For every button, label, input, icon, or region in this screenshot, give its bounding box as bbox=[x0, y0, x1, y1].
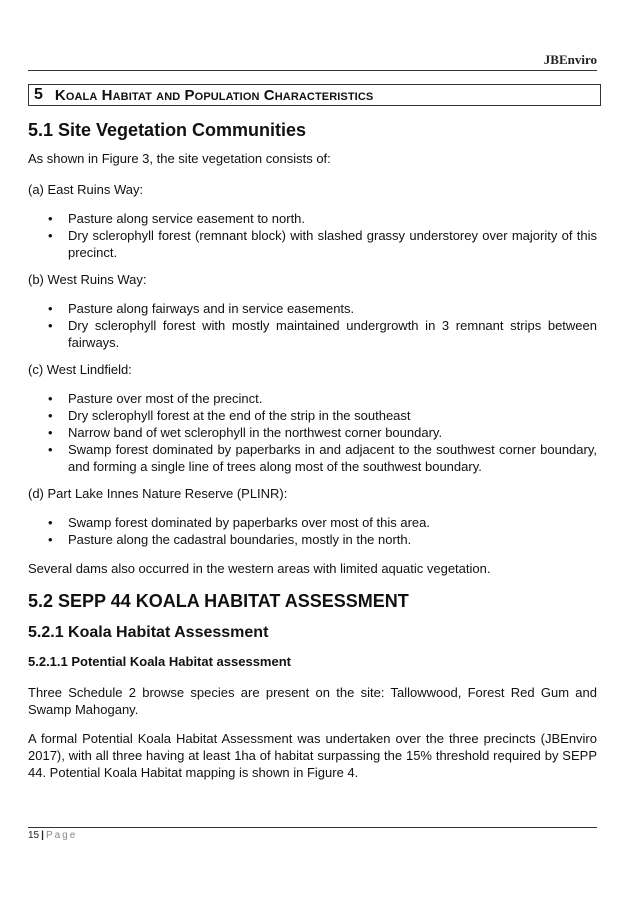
list-item: • Swamp forest dominated by paperbarks over most of this area. bbox=[28, 514, 597, 531]
list-item: • Dry sclerophyll forest at the end of the strip in the southeast bbox=[28, 407, 597, 424]
page-word: Page bbox=[45, 830, 78, 841]
group-label: (a) East Ruins Way: bbox=[28, 182, 144, 197]
section-5-2-para-2: A formal Potential Koala Habitat Assessment was undertaken over the three precincts (JBEnviro 2017), with all three having at least 1ha of habitat surpassing the 15% threshold required by SEPP 44. Potential Koala Habitat mapping is shown in Figure 4. bbox=[28, 731, 597, 780]
list-item: • Narrow band of wet sclerophyll in the northwest corner boundary. bbox=[28, 424, 597, 441]
bullet-list bbox=[28, 514, 597, 548]
section-5-2-1-1-heading: 5.2.1.1 Potential Koala Habitat assessment bbox=[28, 654, 291, 669]
bullet-list bbox=[28, 300, 597, 351]
page-number: 15 bbox=[28, 830, 40, 841]
section-5-1-closing: Several dams also occurred in the western areas with limited aquatic vegetation. bbox=[28, 561, 491, 576]
chapter-number: 5 bbox=[34, 86, 43, 103]
list-item: • Pasture along fairways and in service easements. bbox=[28, 300, 597, 317]
section-5-2-heading: 5.2 SEPP 44 KOALA HABITAT ASSESSMENT bbox=[28, 591, 409, 611]
header-rule bbox=[28, 70, 597, 71]
list-item: • Pasture along service easement to north. bbox=[28, 210, 597, 227]
list-item: • Dry sclerophyll forest (remnant block) with slashed grassy understorey over majority of this precinct. bbox=[28, 227, 597, 261]
list-item: • Pasture over most of the precinct. bbox=[28, 390, 597, 407]
header-brand: JBEnviro bbox=[543, 52, 597, 67]
page-content bbox=[28, 118, 597, 781]
footer-rule bbox=[28, 827, 597, 828]
page-footer bbox=[28, 830, 77, 841]
section-5-2-para-1: Three Schedule 2 browse species are present on the site: Tallowwood, Forest Red Gum and Swamp Mahogany. bbox=[28, 685, 597, 717]
section-5-1-heading: 5.1 Site Vegetation Communities bbox=[28, 120, 307, 140]
section-5-2-1-heading: 5.2.1 Koala Habitat Assessment bbox=[28, 624, 269, 641]
chapter-title: Koala Habitat and Population Characteristics bbox=[54, 86, 374, 104]
list-item: • Pasture along the cadastral boundaries, mostly in the north. bbox=[28, 531, 597, 548]
bullet-list bbox=[28, 210, 597, 261]
list-item: • Dry sclerophyll forest with mostly maintained undergrowth in 3 remnant strips between fairways. bbox=[28, 317, 597, 351]
footer-separator: | bbox=[41, 830, 44, 841]
bullet-list bbox=[28, 390, 597, 475]
list-item: • Swamp forest dominated by paperbarks in and adjacent to the southwest corner boundary, and forming a single line of trees along most of the southwest boundary. bbox=[28, 441, 597, 475]
group-label: (b) West Ruins Way: bbox=[28, 272, 147, 287]
section-5-1-intro: As shown in Figure 3, the site vegetation consists of: bbox=[28, 151, 331, 166]
group-label: (c) West Lindfield: bbox=[28, 362, 132, 377]
group-label: (d) Part Lake Innes Nature Reserve (PLINR): bbox=[28, 486, 288, 501]
chapter-heading bbox=[28, 84, 601, 106]
